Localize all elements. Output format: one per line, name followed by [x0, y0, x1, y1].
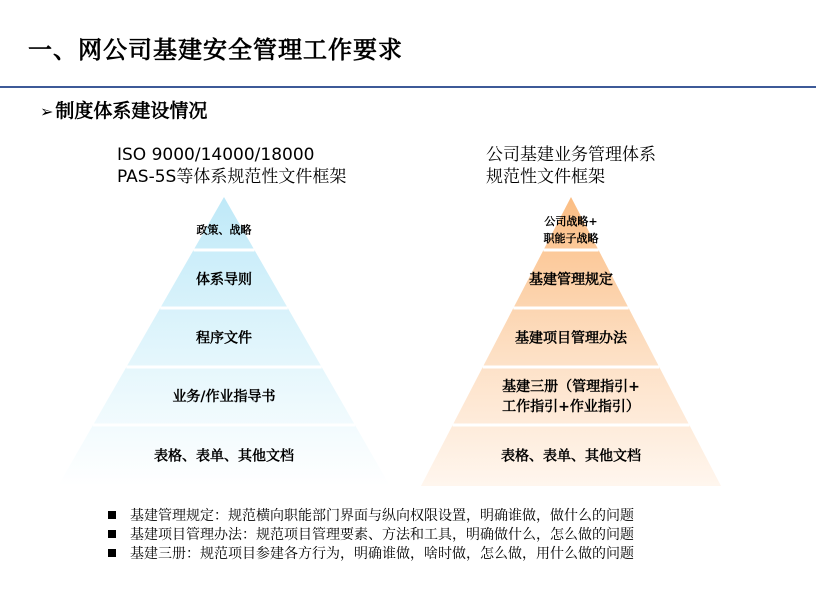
left-caption-line-2: PAS-5S等体系规范性文件框架 [117, 167, 347, 187]
left-level-3-label: 程序文件 [196, 330, 252, 347]
right-level-2-label: 基建管理规定 [529, 272, 613, 289]
left-caption-line-1: ISO 9000/14000/18000 [117, 145, 315, 165]
note-text: 基建项目管理办法：规范项目管理要素、方法和工具，明确做什么，怎么做的问题 [130, 527, 634, 543]
note-item [108, 507, 634, 526]
note-text: 基建三册：规范项目参建各方行为，明确谁做，啥时做，怎么做，用什么做的问题 [130, 546, 634, 562]
left-level-2-label: 体系导则 [196, 272, 252, 289]
right-caption-line-1: 公司基建业务管理体系 [486, 145, 656, 165]
note-text: 基建管理规定：规范横向职能部门界面与纵向权限设置，明确谁做，做什么的问题 [130, 508, 634, 524]
section-heading-text: 制度体系建设情况 [55, 100, 208, 122]
notes-list [108, 507, 634, 564]
left-level-4-label: 业务/作业指导书 [172, 389, 276, 406]
note-item [108, 526, 634, 545]
square-bullet-icon [108, 511, 116, 519]
right-level-1-label: 公司战略+ [544, 214, 598, 228]
note-item [108, 545, 634, 564]
right-caption-line-2: 规范性文件框架 [486, 167, 605, 187]
left-level-1-label: 政策、战略 [196, 223, 252, 237]
right-pyramid [421, 197, 721, 486]
left-pyramid [58, 197, 390, 486]
right-level-3-label: 基建项目管理办法 [515, 330, 627, 347]
right-level-1-label: 职能子战略 [543, 231, 599, 245]
right-level-5-label: 表格、表单、其他文档 [501, 448, 641, 465]
square-bullet-icon [108, 549, 116, 557]
right-level-4-label: 基建三册（管理指引+ [502, 379, 640, 396]
left-level-5-label: 表格、表单、其他文档 [154, 448, 294, 465]
right-level-4-label: 工作指引+作业指引） [502, 399, 640, 416]
page-title: 一、网公司基建安全管理工作要求 [28, 36, 403, 64]
square-bullet-icon [108, 530, 116, 538]
arrow-bullet-icon: ➢ [40, 102, 54, 121]
